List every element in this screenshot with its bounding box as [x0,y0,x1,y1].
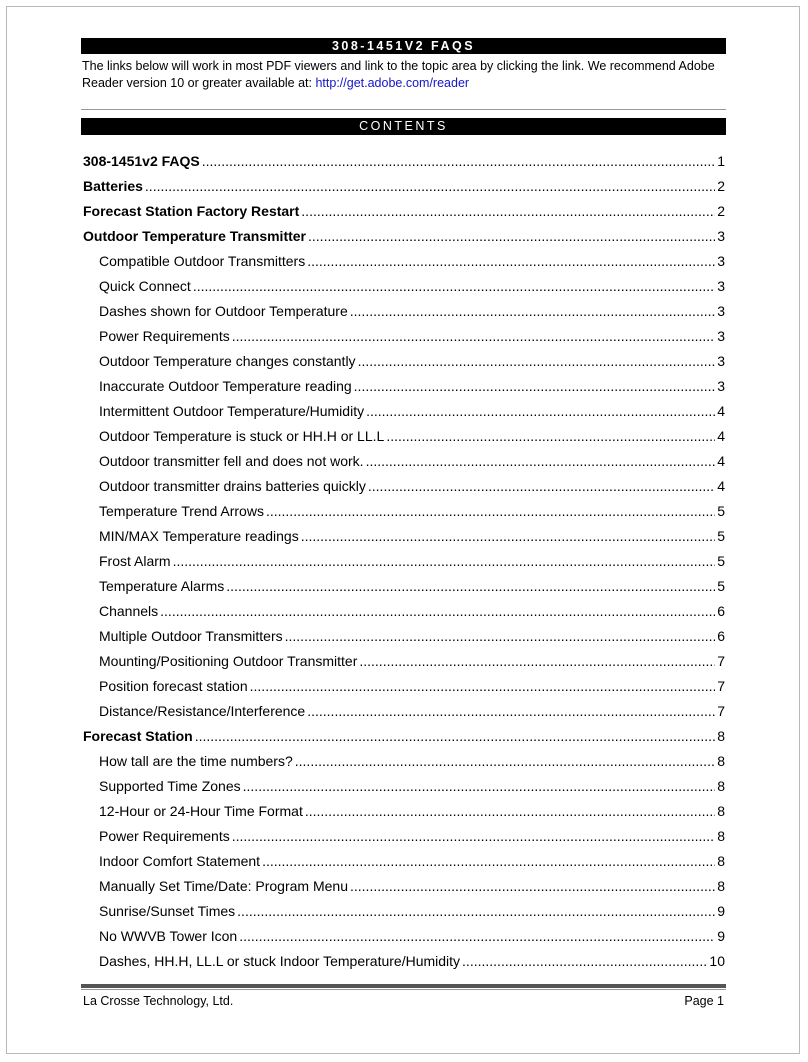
toc-subsection-link[interactable] [99,776,725,796]
toc-leader-dots [285,626,716,646]
toc-entry-label: Power Requirements [99,828,230,844]
toc-page-number: 7 [717,703,725,719]
toc-page-number: 8 [717,778,725,794]
toc-entry-label: Intermittent Outdoor Temperature/Humidity [99,403,365,419]
toc-section-link[interactable] [83,151,725,171]
toc-entry-label: Forecast Station Factory Restart [83,203,300,219]
toc-entry-label: Sunrise/Sunset Times [99,903,236,919]
toc-page-number: 3 [717,378,725,394]
toc-leader-dots [173,551,716,571]
page-title: 308-1451V2 FAQS [81,38,726,54]
toc-page-number: 3 [717,278,725,294]
toc-page-number: 5 [717,503,725,519]
toc-subsection-link[interactable] [99,876,725,896]
toc-entry-label: No WWVB Tower Icon [99,928,238,944]
toc-leader-dots [202,151,715,171]
toc-section-link[interactable] [83,201,725,221]
adobe-reader-link[interactable]: http://get.adobe.com/reader [315,76,470,90]
toc-leader-dots [145,176,715,196]
toc-entry-label: Channels [99,603,159,619]
toc-page-number: 2 [717,178,725,194]
toc-entry-label: Outdoor transmitter fell and does not work. [99,453,364,469]
toc-subsection-link[interactable] [99,826,725,846]
toc-subsection-link[interactable] [99,526,725,546]
toc-subsection-link[interactable] [99,326,725,346]
toc-subsection-link[interactable] [99,451,725,471]
toc-leader-dots [366,401,715,421]
toc-leader-dots [307,701,715,721]
toc-section-link[interactable] [83,176,725,196]
toc-subsection-link[interactable] [99,501,725,521]
intro-paragraph [82,58,726,92]
toc-subsection-link[interactable] [99,551,725,571]
toc-section-link[interactable] [83,226,725,246]
toc-subsection-link[interactable] [99,476,725,496]
toc-entry-label: Indoor Comfort Statement [99,853,261,869]
toc-leader-dots [308,226,715,246]
toc-page-number: 2 [717,203,725,219]
toc-entry-label: Dashes shown for Outdoor Temperature [99,303,348,319]
toc-page-number: 10 [709,953,725,969]
contents-heading: CONTENTS [81,118,726,135]
toc-leader-dots [239,926,715,946]
toc-leader-dots [266,501,715,521]
toc-leader-dots [193,276,715,296]
toc-leader-dots [358,351,716,371]
toc-entry-label: Frost Alarm [99,553,171,569]
toc-leader-dots [295,751,715,771]
toc-entry-label: Multiple Outdoor Transmitters [99,628,283,644]
toc-page-number: 8 [717,878,725,894]
toc-subsection-link[interactable] [99,901,725,921]
toc-page-number: 1 [717,153,725,169]
toc-entry-label: Dashes, HH.H, LL.L or stuck Indoor Temperature/Humidity [99,953,461,969]
toc-subsection-link[interactable] [99,851,725,871]
toc-page-number: 4 [717,478,725,494]
toc-page-number: 5 [717,553,725,569]
toc-entry-label: Outdoor Temperature changes constantly [99,353,356,369]
toc-subsection-link[interactable] [99,301,725,321]
toc-leader-dots [237,901,715,921]
footer-page-number: Page 1 [684,994,724,1008]
toc-subsection-link[interactable] [99,701,725,721]
toc-subsection-link[interactable] [99,751,725,771]
toc-leader-dots [350,301,715,321]
toc-entry-label: Forecast Station [83,728,193,744]
toc-entry-label: Supported Time Zones [99,778,241,794]
toc-page-number: 9 [717,928,725,944]
toc-entry-label: Distance/Resistance/Interference [99,703,306,719]
toc-page-number: 3 [717,303,725,319]
toc-page-number: 5 [717,578,725,594]
toc-leader-dots [160,601,715,621]
toc-leader-dots [262,851,715,871]
toc-subsection-link[interactable] [99,401,725,421]
toc-entry-label: Outdoor Temperature Transmitter [83,228,307,244]
intro-text: The links below will work in most PDF viewers and link to the topic area by clicking the link. We recommend Adobe Reader version 10 or greater available at: [82,59,715,90]
toc-subsection-link[interactable] [99,376,725,396]
toc-entry-label: Power Requirements [99,328,230,344]
toc-entry-label: Position forecast station [99,678,248,694]
toc-page-number: 4 [717,428,725,444]
toc-page-number: 5 [717,528,725,544]
toc-page-number: 4 [717,453,725,469]
toc-leader-dots [301,526,715,546]
toc-leader-dots [366,451,716,471]
toc-leader-dots [354,376,716,396]
toc-subsection-link[interactable] [99,351,725,371]
toc-leader-dots [350,876,715,896]
toc-leader-dots [226,576,715,596]
toc-subsection-link[interactable] [99,801,725,821]
footer-divider [81,984,726,988]
toc-leader-dots [195,726,716,746]
divider [81,109,726,110]
toc-leader-dots [359,651,715,671]
toc-subsection-link[interactable] [99,676,725,696]
toc-subsection-link[interactable] [99,276,725,296]
footer-company: La Crosse Technology, Ltd. [83,994,234,1008]
toc-subsection-link[interactable] [99,926,725,946]
toc-entry-label: Compatible Outdoor Transmitters [99,253,306,269]
toc-page-number: 3 [717,228,725,244]
toc-leader-dots [462,951,707,971]
toc-page-number: 8 [717,828,725,844]
toc-leader-dots [305,801,715,821]
toc-subsection-link[interactable] [99,576,725,596]
toc-leader-dots [250,676,716,696]
toc-entry-label: Outdoor transmitter drains batteries quickly [99,478,366,494]
toc-leader-dots [243,776,716,796]
toc-entry-label: Manually Set Time/Date: Program Menu [99,878,348,894]
toc-subsection-link[interactable] [99,951,725,971]
footer [83,992,724,1010]
toc-subsection-link[interactable] [99,626,725,646]
toc-page-number: 7 [717,678,725,694]
toc-page-number: 8 [717,803,725,819]
toc-page-number: 9 [717,903,725,919]
toc-page-number: 3 [717,353,725,369]
toc-leader-dots [301,201,715,221]
toc-entry-label: Temperature Trend Arrows [99,503,264,519]
toc-leader-dots [232,826,715,846]
toc-subsection-link[interactable] [99,426,725,446]
toc-page-number: 8 [717,728,725,744]
toc-entry-label: 12-Hour or 24-Hour Time Format [99,803,303,819]
footer-divider-thin [81,989,726,990]
toc-leader-dots [307,251,715,271]
toc-leader-dots [232,326,715,346]
toc-entry-label: Outdoor Temperature is stuck or HH.H or LL.L [99,428,385,444]
toc-entry-label: Temperature Alarms [99,578,225,594]
toc-page-number: 4 [717,403,725,419]
toc-leader-dots [368,476,715,496]
toc-entry-label: Inaccurate Outdoor Temperature reading [99,378,352,394]
toc-page-number: 6 [717,628,725,644]
toc-entry-label: Quick Connect [99,278,191,294]
toc-page-number: 6 [717,603,725,619]
toc-subsection-link[interactable] [99,651,725,671]
toc-page-number: 3 [717,328,725,344]
toc-subsection-link[interactable] [99,601,725,621]
toc-page-number: 7 [717,653,725,669]
toc-page-number: 8 [717,753,725,769]
toc-entry-label: Batteries [83,178,143,194]
toc-leader-dots [386,426,715,446]
toc-section-link[interactable] [83,726,725,746]
toc-entry-label: Mounting/Positioning Outdoor Transmitter [99,653,358,669]
toc-entry-label: 308-1451v2 FAQS [83,153,200,169]
toc-entry-label: MIN/MAX Temperature readings [99,528,299,544]
toc-entry-label: How tall are the time numbers? [99,753,293,769]
toc-page-number: 3 [717,253,725,269]
toc-page-number: 8 [717,853,725,869]
toc-subsection-link[interactable] [99,251,725,271]
